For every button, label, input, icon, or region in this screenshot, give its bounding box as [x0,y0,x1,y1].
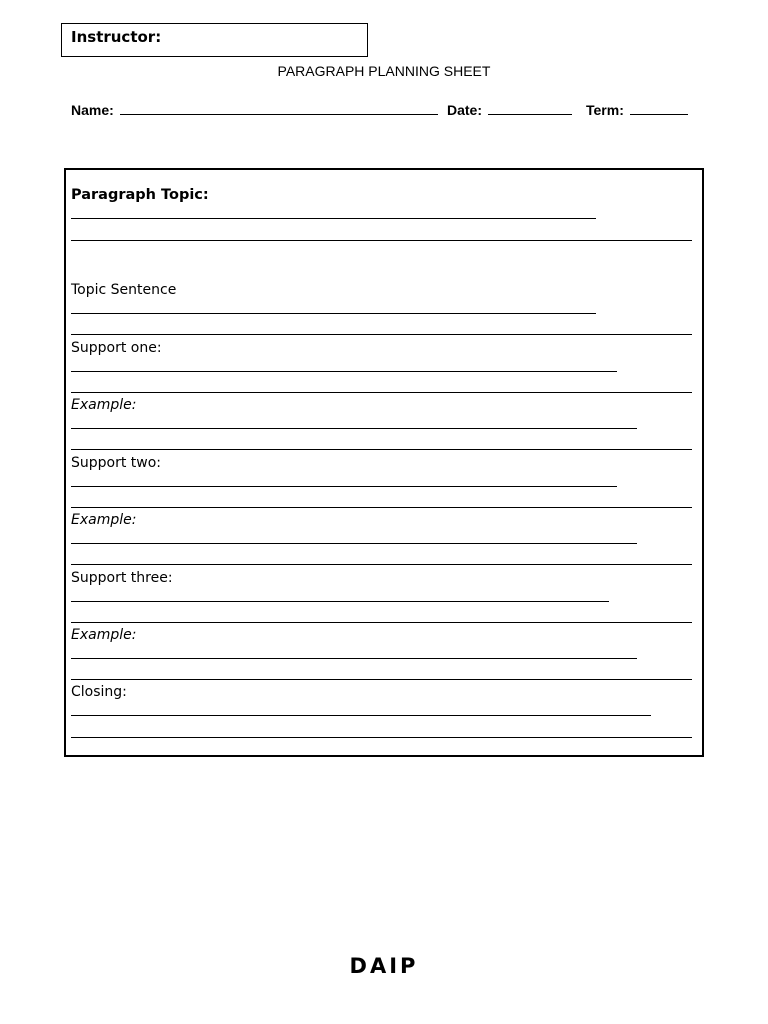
writing-line [71,564,692,565]
term-label: Term: [586,102,624,118]
page-title: PARAGRAPH PLANNING SHEET [277,63,491,79]
paragraph-topic-label: Paragraph Topic: [71,187,209,203]
writing-line [71,507,692,508]
term-blank [630,100,688,115]
writing-line [71,601,609,602]
closing-label: Closing: [71,684,127,700]
writing-line [71,715,651,716]
writing-line [71,679,692,680]
date-label: Date: [447,102,483,118]
writing-line [71,622,692,623]
support-two-label: Support two: [71,455,162,471]
writing-line [71,543,637,544]
writing-line [71,218,596,219]
example-three-label: Example: [71,627,137,643]
name-label: Name: [71,102,114,118]
date-field [447,100,572,118]
writing-line [71,449,692,450]
writing-line [71,240,692,241]
support-one-label: Support one: [71,340,162,356]
name-blank [120,100,438,115]
support-three-label: Support three: [71,570,173,586]
example-one-label: Example: [71,397,137,413]
writing-line [71,334,692,335]
writing-line [71,371,617,372]
example-two-label: Example: [71,512,137,528]
writing-line [71,313,596,314]
term-field [586,100,688,118]
writing-line [71,658,637,659]
writing-line [71,486,617,487]
instructor-label: Instructor: [71,28,162,46]
writing-line [71,737,692,738]
date-blank [488,100,572,115]
writing-line [71,392,692,393]
name-field [71,100,438,118]
writing-line [71,428,637,429]
daip-logo: DAIP [349,954,419,978]
topic-sentence-label: Topic Sentence [71,282,177,298]
